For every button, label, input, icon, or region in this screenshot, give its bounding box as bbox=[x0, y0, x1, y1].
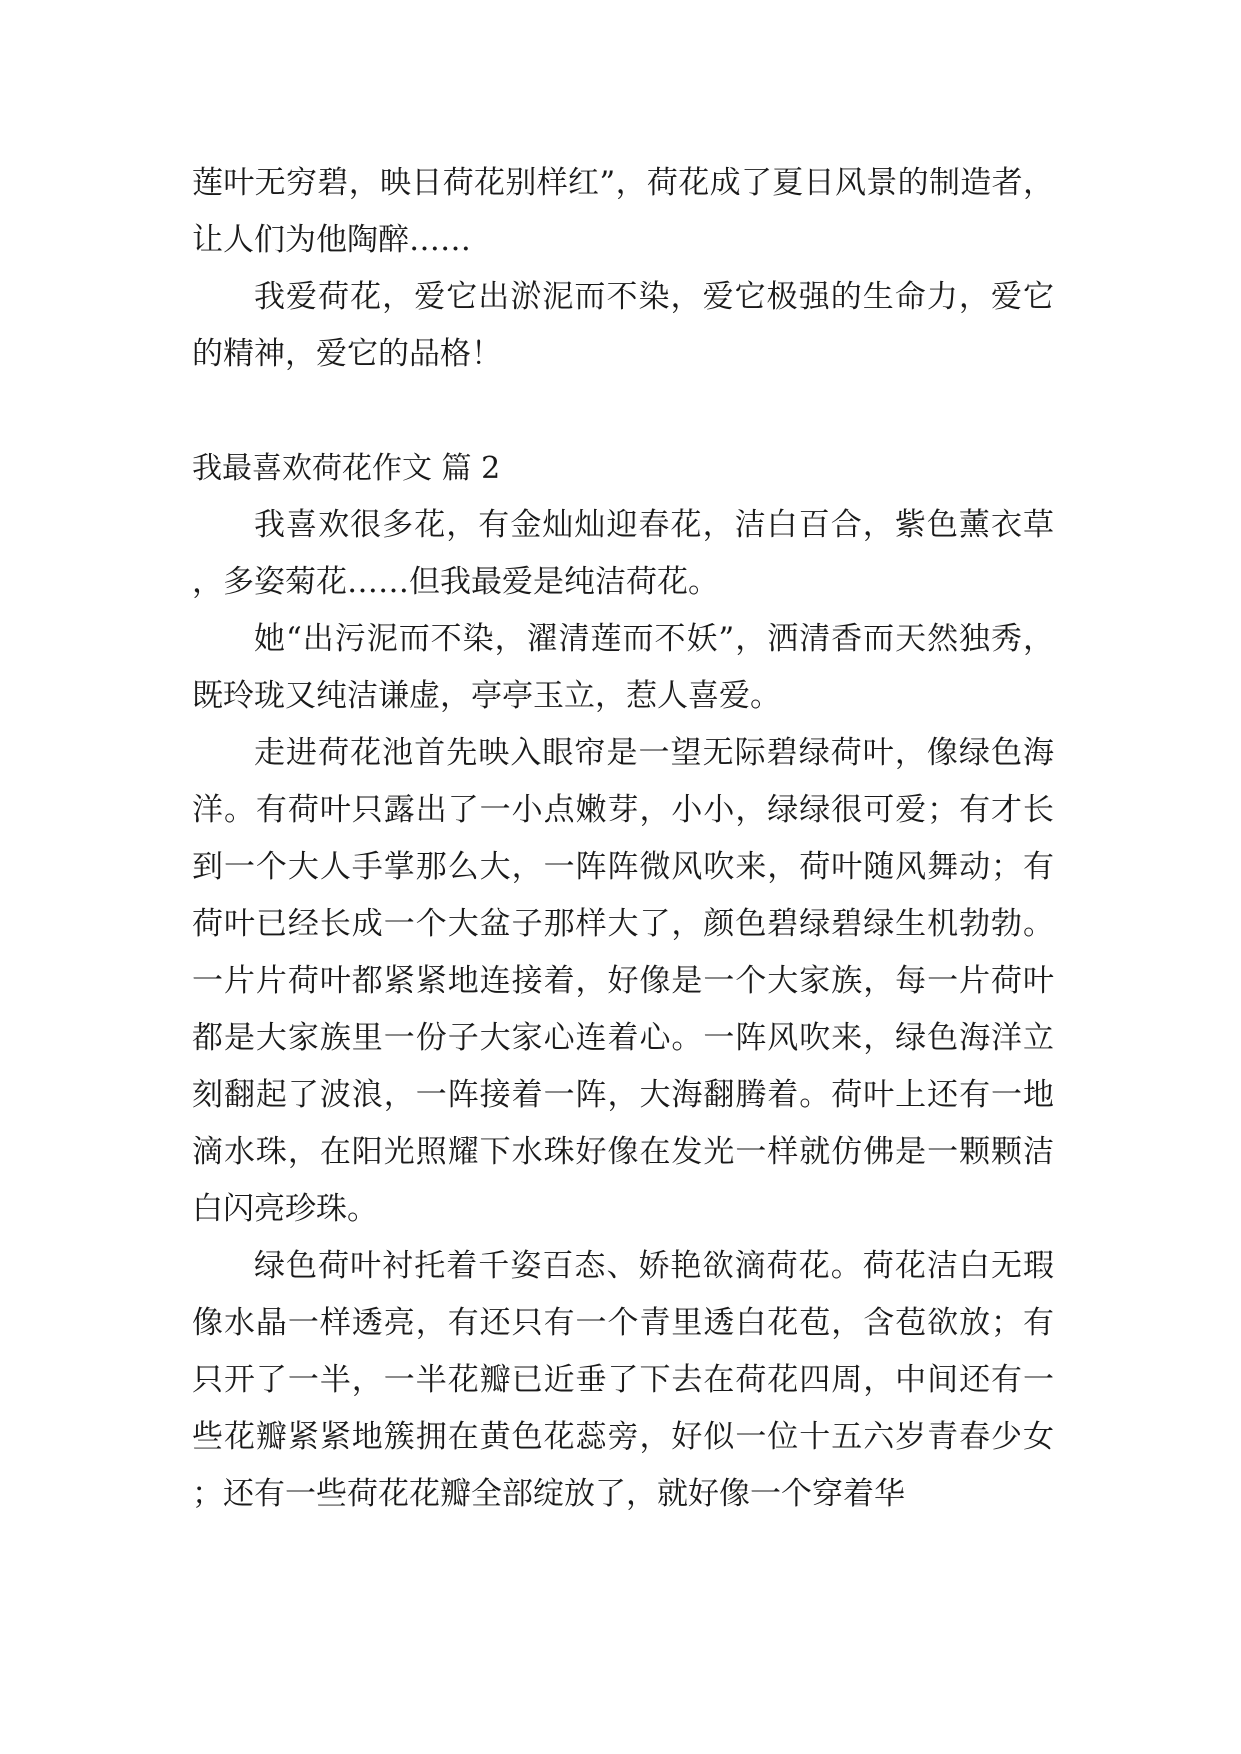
paragraph-conclusion: 我爱荷花，爱它出淤泥而不染，爱它极强的生命力，爱它的精神，爱它的品格！ bbox=[192, 279, 1054, 372]
document-page bbox=[192, 155, 1054, 1523]
paragraph-intro: 我喜欢很多花，有金灿灿迎春花，洁白百合，紫色薰衣草，多姿菊花……但我最爱是纯洁荷花。 bbox=[192, 507, 1054, 600]
essay-heading: 我最喜欢荷花作文 篇 2 bbox=[192, 451, 501, 486]
paragraph-continuation: 莲叶无穷碧，映日荷花别样红”，荷花成了夏日风景的制造者，让人们为他陶醉…… bbox=[192, 165, 1054, 258]
paragraph-leaves: 走进荷花池首先映入眼帘是一望无际碧绿荷叶，像绿色海洋。有荷叶只露出了一小点嫩芽，小小，绿绿很可爱；有才长到一个大人手掌那么大，一阵阵微风吹来，荷叶随风舞动；有荷叶已经长成一个大盆子那样大了，颜色碧绿碧绿生机勃勃。一片片荷叶都紧紧地连接着，好像是一个大家族，每一片荷叶都是大家族里一份子大家心连着心。一阵风吹来，绿色海洋立刻翻起了波浪，一阵接着一阵，大海翻腾着。荷叶上还有一地滴水珠，在阳光照耀下水珠好像在发光一样就仿佛是一颗颗洁白闪亮珍珠。 bbox=[192, 735, 1054, 1227]
paragraph-flowers: 绿色荷叶衬托着千姿百态、娇艳欲滴荷花。荷花洁白无瑕像水晶一样透亮，有还只有一个青里透白花苞，含苞欲放；有只开了一半，一半花瓣已近垂了下去在荷花四周，中间还有一些花瓣紧紧地簇拥在黄色花蕊旁，好似一位十五六岁青春少女；还有一些荷花花瓣全部绽放了，就好像一个穿着华 bbox=[192, 1248, 1054, 1512]
paragraph-quote: 她“出污泥而不染，濯清莲而不妖”，洒清香而天然独秀，既玲珑又纯洁谦虚，亭亭玉立，惹人喜爱。 bbox=[192, 621, 1054, 714]
